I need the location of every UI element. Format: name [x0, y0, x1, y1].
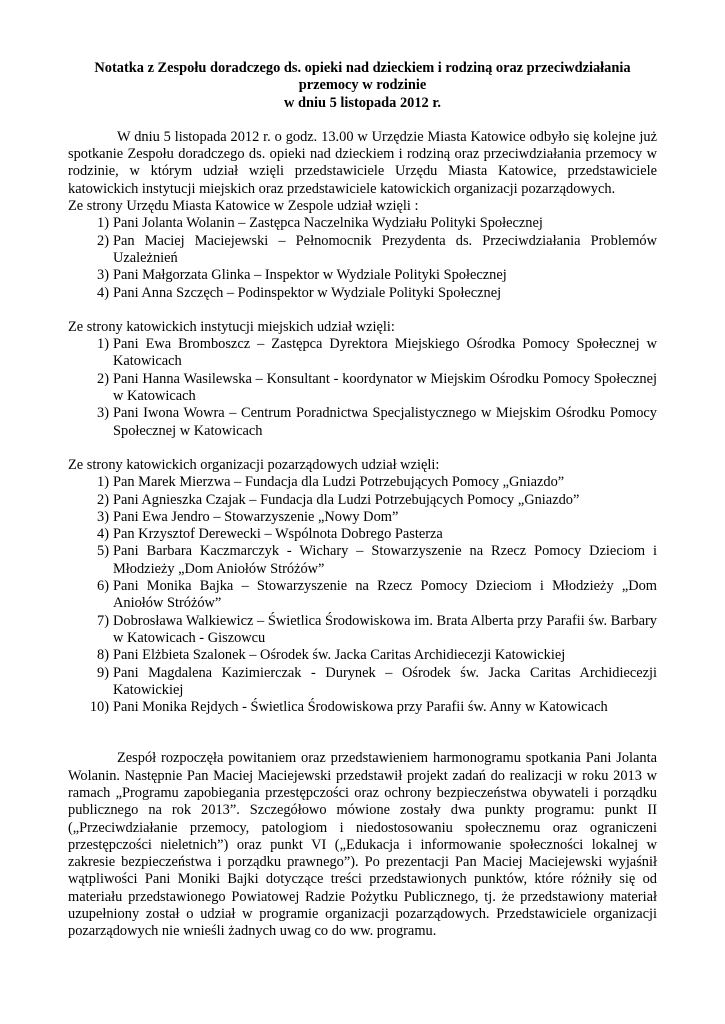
list-item: [68, 543, 657, 578]
list-number: 8): [97, 647, 109, 664]
list-text: Pani Agnieszka Czajak – Fundacja dla Ludzi Potrzebujących Pomocy „Gniazdo”: [113, 491, 580, 508]
list-number: 9): [97, 664, 109, 681]
section1-list: [68, 215, 657, 301]
list-number: 4): [97, 284, 109, 301]
list-text: Pani Anna Szczęch – Podinspektor w Wydziale Polityki Społecznej: [113, 284, 502, 301]
list-number: 3): [97, 405, 109, 422]
list-number: 5): [97, 543, 109, 560]
list-item: [68, 509, 657, 526]
list-text: Pani Hanna Wasilewska – Konsultant - koordynator w Miejskim Ośrodku Pomocy Społecznej w Katowicach: [113, 370, 657, 405]
list-item: [68, 215, 657, 232]
list-text: Pani Elżbieta Szalonek – Ośrodek św. Jacka Caritas Archidiecezji Katowickiej: [113, 647, 566, 664]
list-text: Pani Iwona Wowra – Centrum Poradnictwa Specjalistycznego w Miejskim Ośrodku Pomocy Społecznej w Katowicach: [113, 405, 657, 439]
list-text: Pani Małgorzata Glinka – Inspektor w Wydziale Polityki Społecznej: [113, 267, 507, 284]
list-item: [68, 474, 657, 491]
list-number: 3): [97, 267, 109, 284]
list-number: 2): [97, 491, 109, 508]
list-item: [68, 336, 657, 371]
list-number: 1): [97, 215, 109, 232]
list-text: Pani Ewa Jendro – Stowarzyszenie „Nowy Dom”: [113, 508, 399, 525]
list-item: [68, 492, 657, 509]
document-page: [68, 60, 657, 941]
section3-list: [68, 474, 657, 716]
section2-heading: Ze strony katowickich instytucji miejskich udział wzięli:: [68, 318, 395, 335]
list-item: [68, 665, 657, 700]
list-text: Pan Krzysztof Derewecki – Wspólnota Dobrego Pasterza: [113, 526, 443, 543]
document-title: [68, 60, 657, 112]
list-item: [68, 405, 657, 440]
list-item: [68, 371, 657, 406]
list-item: [68, 526, 657, 543]
section1-heading: Ze strony Urzędu Miasta Katowice w Zespole udział wzięli :: [68, 198, 419, 215]
closing-paragraph: Zespół rozpoczęła powitaniem oraz przedstawieniem harmonogramu spotkania Pani Jolanta Wolanin. Następnie Pan Maciej Maciejewski przedstawił projekt zadań do realizacji w roku 2013 w ramach „Programu zapobiegania przestępczości oraz ochrony bezpieczeństwa obywateli i porządku publicznego na rok 2013”. Szczegółowo mówione zostały dwa punkty programu: punkt II („Przeciwdziałanie przemocy, patologiom i niedostosowaniu społecznemu oraz ograniczeni przestępczości nieletnich”) oraz punkt VI („Edukacja i informowanie społeczności lokalnej w zakresie bezpieczeństwa i porządku prawnego”). Po prezentacji Pan Maciej Maciejewski wyjaśnił wątpliwości Pani Moniki Bajki dotyczące treści przedstawionych punktów, które różniły się od materiału przedstawionego Powiatowej Radzie Pożytku Publicznego, tj. że przedstawiony materiał uzupełniony został o udział w programie organizacji pozarządowych. Przedstawiciele organizacji pozarządowych nie wnieśli żadnych uwag co do ww. programu.: [68, 750, 657, 940]
list-text: Pani Jolanta Wolanin – Zastępca Naczelnika Wydziału Polityki Społecznej: [113, 215, 543, 232]
intro-paragraph: W dniu 5 listopada 2012 r. o godz. 13.00 w Urzędzie Miasta Katowice odbyło się kolejne już spotkanie Zespołu doradczego ds. opieki nad dzieckiem i rodziną oraz przeciwdziałania przemocy w rodzinie, w którym udział wzięli przedstawiciele Urzędu Miasta Katowice, przedstawiciele katowickich instytucji miejskich oraz przedstawiciele katowickich organizacji pozarządowych.: [68, 128, 657, 197]
list-number: 1): [97, 336, 109, 353]
list-number: 6): [97, 578, 109, 595]
list-text: Pani Monika Rejdych - Świetlica Środowiskowa przy Parafii św. Anny w Katowicach: [113, 699, 608, 716]
list-number: 2): [97, 370, 109, 387]
list-item: [68, 233, 657, 268]
title-line-1: Notatka z Zespołu doradczego ds. opieki nad dzieckiem i rodziną oraz przeciwdziałania: [94, 60, 631, 76]
list-number: 10): [89, 699, 109, 716]
list-item: [68, 647, 657, 664]
list-text: Pani Magdalena Kazimierczak - Durynek – Ośrodek św. Jacka Caritas Archidiecezji Katowickiej: [113, 664, 657, 698]
section2-list: [68, 336, 657, 440]
list-item: [68, 699, 657, 716]
list-number: 7): [97, 612, 109, 629]
list-text: Pan Maciej Maciejewski – Pełnomocnik Prezydenta ds. Przeciwdziałania Problemów Uzależnień: [113, 232, 657, 266]
list-number: 3): [97, 508, 109, 525]
list-text: Pani Barbara Kaczmarczyk - Wichary – Stowarzyszenie na Rzecz Pomocy Dzieciom i Młodzieży „Dom Aniołów Stróżów”: [113, 543, 657, 577]
list-text: Pani Monika Bajka – Stowarzyszenie na Rzecz Pomocy Dzieciom i Młodzieży „Dom Aniołów Stróżów”: [113, 578, 657, 612]
list-number: 1): [97, 474, 109, 491]
list-item: [68, 613, 657, 648]
list-text: Pani Ewa Bromboszcz – Zastępca Dyrektora Miejskiego Ośrodka Pomocy Społecznej w Katowicach: [113, 336, 657, 370]
list-text: Dobrosława Walkiewicz – Świetlica Środowiskowa im. Brata Alberta przy Parafii św. Barbary w Katowicach - Giszowcu: [113, 612, 657, 646]
title-line-3: w dniu 5 listopada 2012 r.: [283, 94, 441, 111]
list-item: [68, 578, 657, 613]
list-number: 4): [97, 526, 109, 543]
section3-heading: Ze strony katowickich organizacji pozarządowych udział wzięli:: [68, 456, 440, 473]
list-text: Pan Marek Mierzwa – Fundacja dla Ludzi Potrzebujących Pomocy „Gniazdo”: [113, 474, 565, 491]
list-item: [68, 285, 657, 302]
list-item: [68, 267, 657, 284]
title-line-2: przemocy w rodzinie: [298, 77, 427, 94]
list-number: 2): [97, 232, 109, 249]
